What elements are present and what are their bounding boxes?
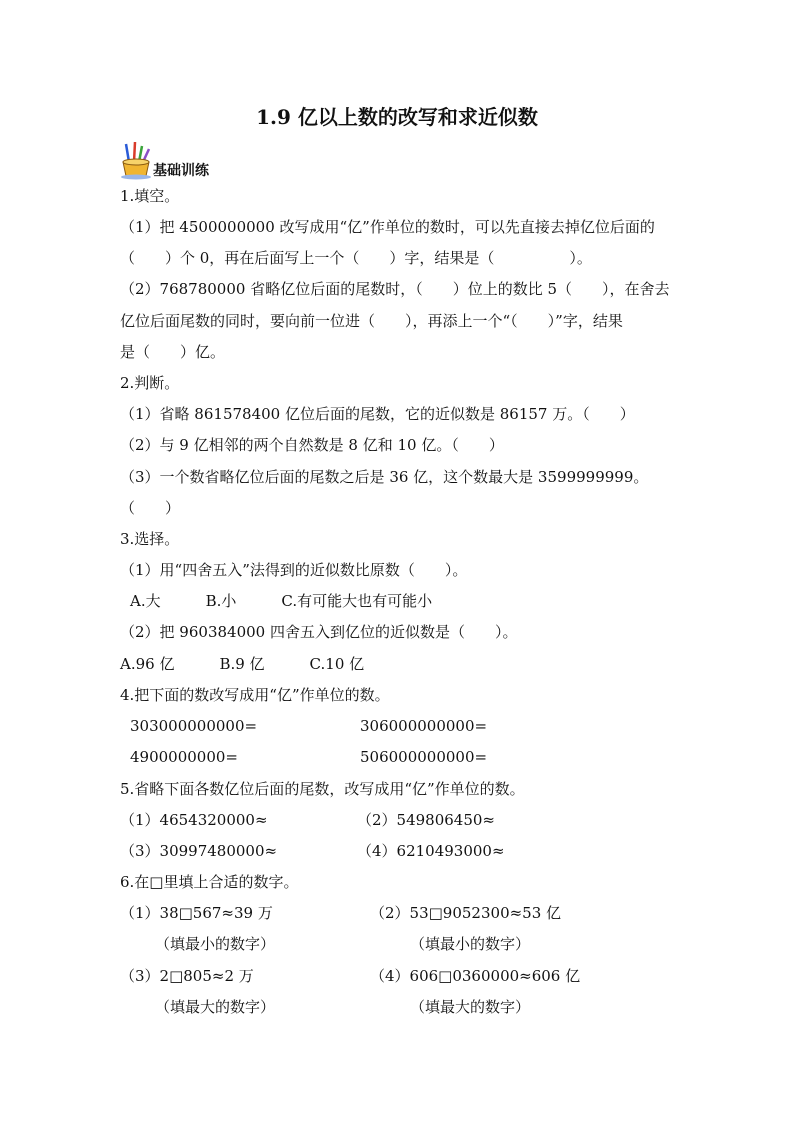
question-6-item: （3）2□805≈2 万 xyxy=(120,967,254,985)
question-6-hint: （填最小的数字） xyxy=(410,935,531,953)
question-4-item: 303000000000= xyxy=(130,717,258,735)
question-3-2-options: A.96 亿 B.9 亿 C.10 亿 xyxy=(120,655,365,673)
question-3-1: （1）用“四舍五入”法得到的近似数比原数（ ）。 xyxy=(120,561,468,579)
question-2-2: （2）与 9 亿相邻的两个自然数是 8 亿和 10 亿。（ ） xyxy=(120,436,504,454)
question-1-1-line-2: （ ）个 0，再在后面写上一个（ ）字，结果是（ ）。 xyxy=(120,249,592,267)
question-3-2: （2）把 960384000 四舍五入到亿位的近似数是（ ）。 xyxy=(120,623,518,641)
question-6-hint: （填最小的数字） xyxy=(155,935,276,953)
question-1-heading: 1.填空。 xyxy=(120,187,180,205)
question-6-hint: （填最大的数字） xyxy=(155,998,276,1016)
section-label: 基础训练 xyxy=(153,163,209,179)
question-6-hint: （填最大的数字） xyxy=(410,998,531,1016)
question-2-heading: 2.判断。 xyxy=(120,374,180,392)
question-5-item: （2）549806450≈ xyxy=(357,811,496,829)
question-4-heading: 4.把下面的数改写成用“亿”作单位的数。 xyxy=(120,686,390,704)
question-6-heading: 6.在□里填上合适的数字。 xyxy=(120,873,299,891)
question-3-1-options: A.大 B.小 C.有可能大也有可能小 xyxy=(130,592,433,610)
pen-holder-icon xyxy=(120,140,154,180)
question-1-2-line-3: 是（ ）亿。 xyxy=(120,343,226,361)
page-title: 1.9 亿以上数的改写和求近似数 xyxy=(256,105,538,129)
question-4-item: 4900000000= xyxy=(130,748,239,766)
question-1-2-line-1: （2）768780000 省略亿位后面的尾数时，（ ）位上的数比 5（ ），在舍去 xyxy=(120,280,670,298)
question-6-item: （4）606□0360000≈606 亿 xyxy=(370,967,581,985)
question-4-item: 306000000000= xyxy=(360,717,488,735)
question-2-3-answer: （ ） xyxy=(120,499,181,517)
question-5-item: （1）4654320000≈ xyxy=(120,811,268,829)
question-6-item: （1）38□567≈39 万 xyxy=(120,904,273,922)
question-5-item: （3）30997480000≈ xyxy=(120,842,278,860)
question-3-heading: 3.选择。 xyxy=(120,530,180,548)
question-5-heading: 5.省略下面各数亿位后面的尾数，改写成用“亿”作单位的数。 xyxy=(120,780,525,798)
question-4-item: 506000000000= xyxy=(360,748,488,766)
question-6-item: （2）53□9052300≈53 亿 xyxy=(370,904,562,922)
question-2-3: （3）一个数省略亿位后面的尾数之后是 36 亿，这个数最大是 3599999999。 xyxy=(120,468,649,486)
question-1-2-line-2: 亿位后面尾数的同时，要向前一位进（ ），再添上一个“（ ）”字，结果 xyxy=(120,312,623,330)
question-2-1: （1）省略 861578400 亿位后面的尾数，它的近似数是 86157 万。（ ） xyxy=(120,405,635,423)
question-1-1-line-1: （1）把 4500000000 改写成用“亿”作单位的数时，可以先直接去掉亿位后面的 xyxy=(120,218,655,236)
question-5-item: （4）6210493000≈ xyxy=(357,842,505,860)
